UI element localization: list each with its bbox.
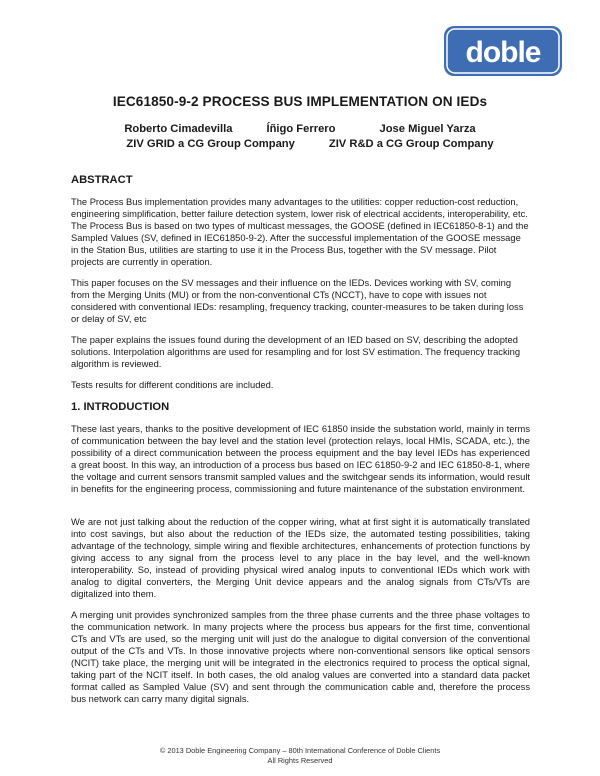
rights-line: All Rights Reserved bbox=[267, 755, 333, 765]
introduction-paragraph: We are not just talking about the reduction of the copper wiring, what at first sight it is automatically translated into cost savings, but also about the reduction of the IEDs size, the automated testing possibilities, taking advantage of the technology, simple wiring and flexible architectures, enhancements of protection functions by giving access to any signal from the process level to any place in the bay level, and the well-known interoperability. So, instead of providing physical wired analog inputs to conventional IEDs which work with analog to digital converters, the Merging Unit device appears and the analog signals from CTs/VTs are digitalized into them. bbox=[71, 517, 530, 599]
paper-title: IEC61850-9-2 PROCESS BUS IMPLEMENTATION ON IEDs bbox=[112, 94, 488, 109]
introduction-heading: 1. INTRODUCTION bbox=[71, 401, 170, 413]
abstract-heading: ABSTRACT bbox=[71, 174, 133, 186]
author-block bbox=[0, 122, 600, 152]
author-affiliations bbox=[0, 137, 600, 152]
author-name: Íñigo Ferrero bbox=[266, 123, 336, 135]
affiliation: ZIV R&D a CG Group Company bbox=[328, 138, 494, 150]
author-names bbox=[0, 122, 600, 137]
abstract-paragraph: The paper explains the issues found during the development of an IED based on SV, describing the adopted solutions. Interpolation algorithms are used for resampling and for lost SV estimation. The frequency tracking algorithm is reviewed. bbox=[71, 335, 521, 369]
abstract-paragraph: This paper focuses on the SV messages and their influence on the IEDs. Devices working with SV, coming from the Merging Units (MU) or from the non-conventional CTs (NCCT), have to cope with issues not considered with conventional IEDs: resampling, frequency tracking, counter-measures to be taken during loss or delay of SV, etc bbox=[71, 278, 524, 324]
logo-text: doble bbox=[465, 36, 541, 69]
introduction-paragraph: A merging unit provides synchronized samples from the three phase currents and the three phase voltages to the communication network. In many projects where the process bus appears for the first time, conventional CTs and VTs are used, so the merging unit will just do the analogue to digital conversion of the conventional output of the CTs and VTs. In those innovative projects where non-conventional sensors like optical sensors (NCIT) take place, the merging unit will be integrated in the electronics required to process the optical signal, taking part of the NCIT itself. In both cases, the old analog values are converted into a standard data packet format called as Sampled Value (SV) and sent through the communication cable and, therefore the process bus network can carry many digital signals. bbox=[71, 610, 530, 704]
doble-logo bbox=[444, 26, 562, 76]
abstract-paragraph: Tests results for different conditions are included. bbox=[71, 380, 274, 390]
affiliation: ZIV GRID a CG Group Company bbox=[126, 138, 295, 150]
copyright-line: © 2013 Doble Engineering Company – 80th International Conference of Doble Clients bbox=[159, 746, 441, 755]
abstract-paragraph: The Process Bus implementation provides many advantages to the utilities: copper reduction-cost reduction, engineering simplification, better failure detection system, lower risk of electrical accidents, interoperability, etc. The Process Bus is based on two types of multicast messages, the GOOSE (defined in IEC61850-8-1) and the Sampled Values (SV, defined in IEC61850-9-2). After the successful implementation of the GOOSE message in the Station Bus, utilities are starting to use it in the Process Bus, together with the SV message. Pilot projects are currently in operation. bbox=[71, 197, 529, 267]
introduction-paragraph: These last years, thanks to the positive development of IEC 61850 inside the substation world, mainly in terms of communication between the bay level and the station level (protection relays, local HMIs, SCADA, etc.), the possibility of a direct communication between the process equipment and the bay level IEDs has experienced a great boost. In this way, an introduction of a process bus based on IEC 61850-9-2 and IEC 61850-8-1, where the voltage and current sensors transmit sampled values and the switchgear sends its information, would result in benefits for the engineering process, commissioning and future maintenance of the substation environment. bbox=[71, 424, 530, 494]
page-footer bbox=[0, 746, 600, 765]
author-name: Roberto Cimadevilla bbox=[124, 123, 233, 135]
author-name: Jose Miguel Yarza bbox=[379, 123, 476, 135]
